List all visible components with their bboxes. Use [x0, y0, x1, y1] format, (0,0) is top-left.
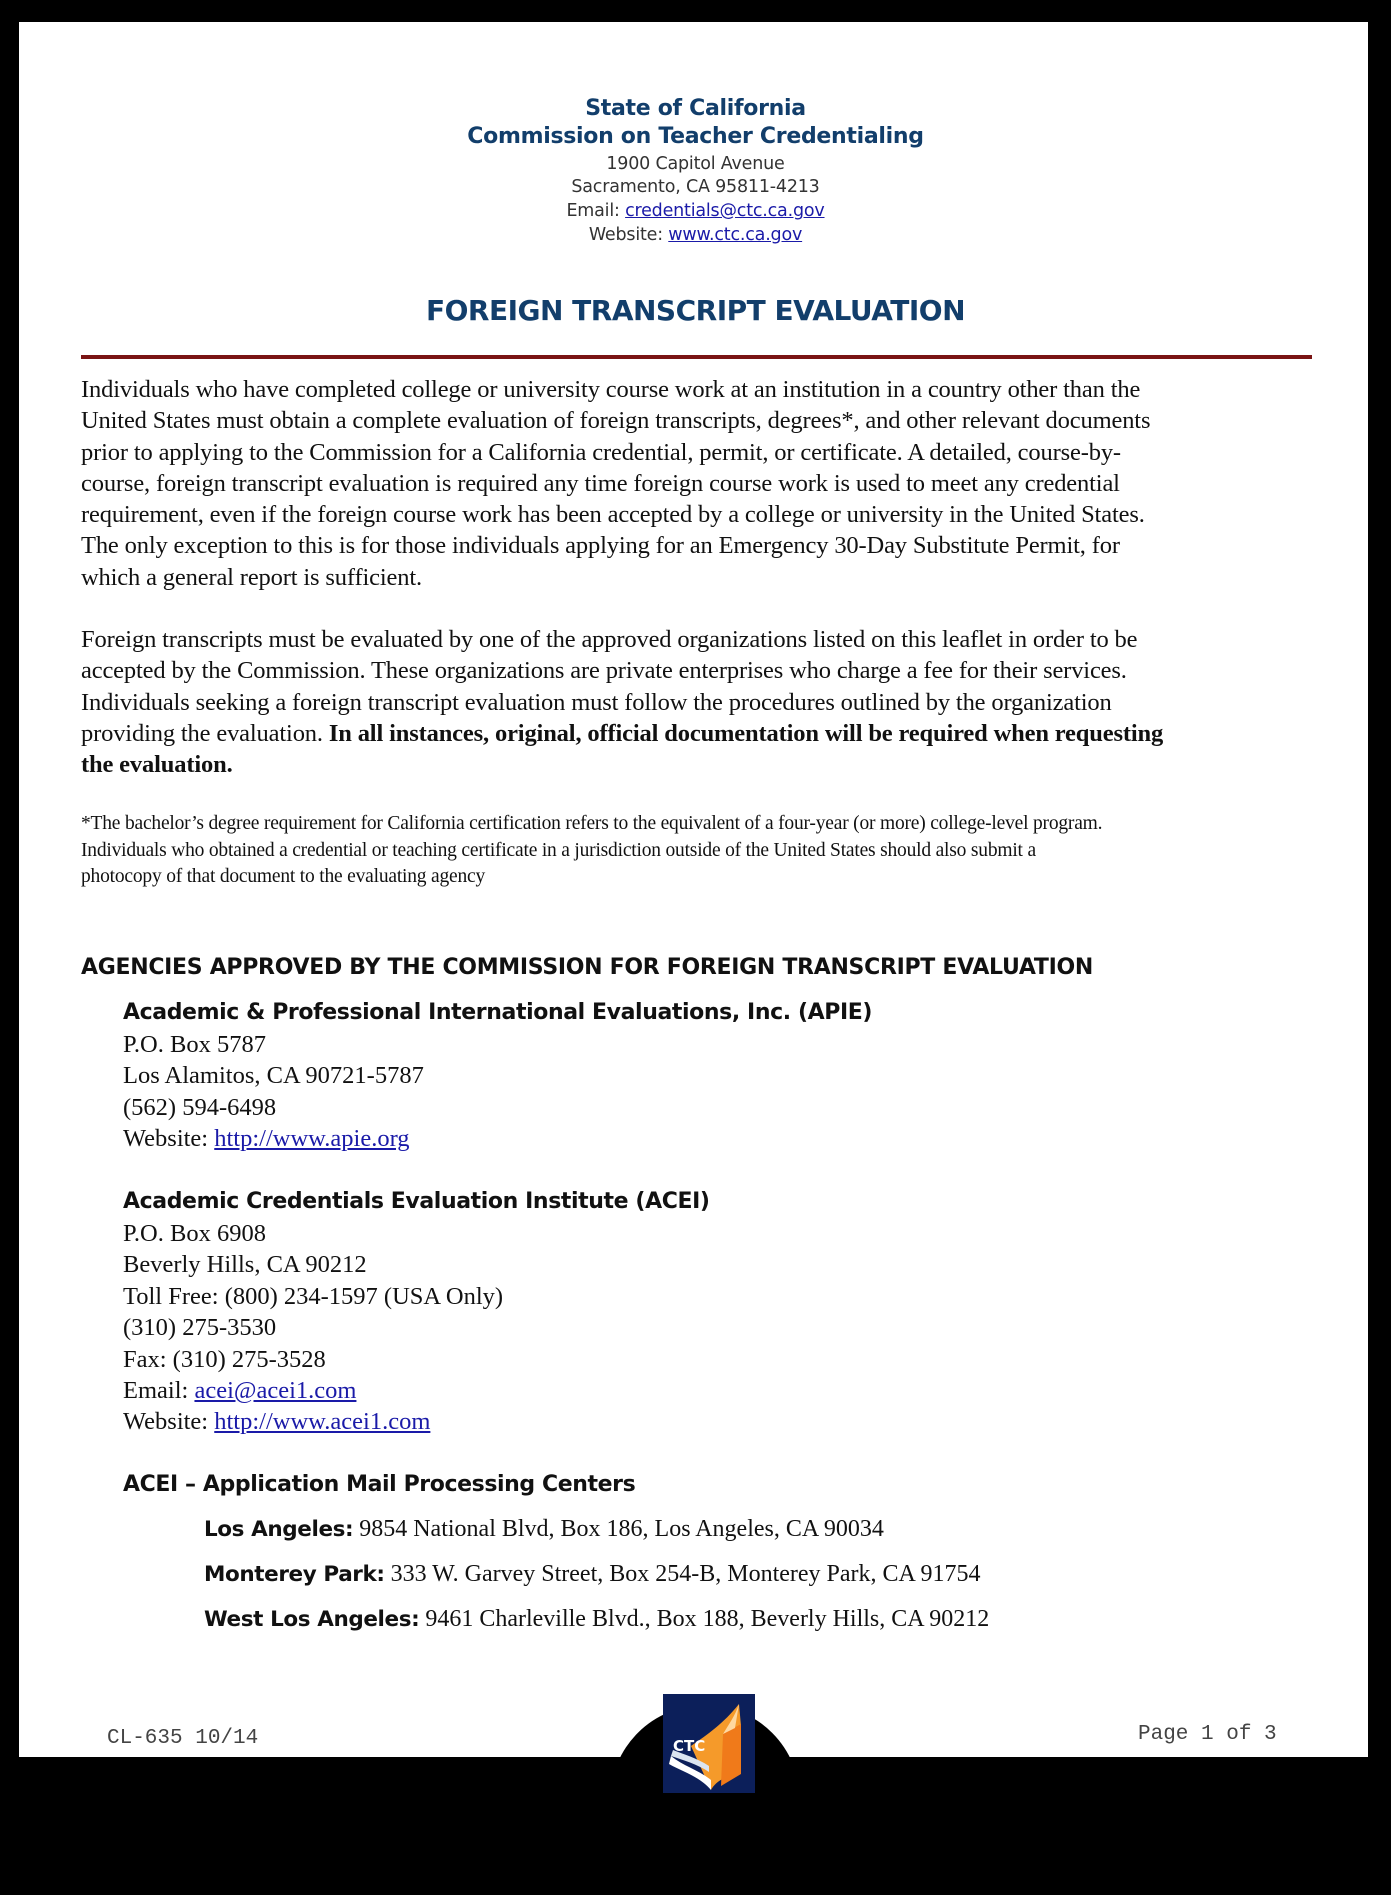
footnote-line: *The bachelor’s degree requirement for California certification refers to the equivalent of a four-year (or more) college-level program.: [81, 813, 1103, 834]
agency-email-link-acei[interactable]: acei@acei1.com: [194, 1376, 357, 1404]
procedure-line: Individuals seeking a foreign transcript evaluation must follow the procedures outlined by the organization: [81, 688, 1112, 716]
mail-center-west-los-angeles: [204, 1606, 989, 1633]
title-divider: [81, 355, 1312, 359]
mail-center-label: Monterey Park:: [204, 1562, 385, 1587]
procedure-text: providing the evaluation.: [81, 719, 329, 747]
footnote: [81, 811, 1102, 891]
agency-phone: Toll Free: (800) 234-1597 (USA Only): [123, 1282, 504, 1310]
procedure-line: [81, 718, 1163, 749]
header-website-label: Website:: [588, 225, 669, 245]
agency-phone: (310) 275-3530: [123, 1314, 277, 1342]
procedure-emphasis-end: the evaluation.: [81, 751, 233, 779]
header-website-line: [0, 225, 1391, 245]
agency-email-label: Email:: [123, 1376, 195, 1404]
agency-address-line: P.O. Box 6908: [123, 1220, 266, 1247]
header-address: 1900 Capitol Avenue: [606, 154, 785, 174]
mail-center-address: 333 W. Garvey Street, Box 254-B, Monterey Park, CA 91754: [384, 1561, 981, 1587]
logo-text: CTC: [673, 1737, 706, 1755]
intro-line: course, foreign transcript evaluation is required any time foreign course work is used to meet any credential: [81, 469, 1120, 497]
ctc-logo: [663, 1694, 755, 1793]
header-email-label: Email:: [566, 201, 626, 221]
agency-details-acei: [123, 1218, 503, 1438]
footnote-line: photocopy of that document to the evaluating agency: [81, 866, 486, 887]
procedure-paragraph: [81, 624, 1163, 780]
intro-line: requirement, even if the foreign course work has been accepted by a college or university in the United States.: [81, 501, 1145, 529]
agency-website-label: Website:: [123, 1125, 215, 1153]
intro-line: prior to applying to the Commission for a California credential, permit, or certificate. A detailed, course-by-: [81, 438, 1121, 466]
agency-website-link-apie[interactable]: http://www.apie.org: [214, 1125, 410, 1153]
mail-center-address: 9461 Charleville Blvd., Box 188, Beverly Hills, CA 90212: [419, 1606, 990, 1632]
agency-details-apie: [123, 1029, 424, 1155]
agency-website-line: [123, 1123, 424, 1154]
header-website-link[interactable]: www.ctc.ca.gov: [668, 225, 803, 245]
header-city: Sacramento, CA 95811-4213: [571, 177, 820, 197]
intro-paragraph: [81, 374, 1150, 593]
agency-website-link-acei[interactable]: http://www.acei1.com: [214, 1408, 431, 1436]
header-email-line: [0, 201, 1391, 221]
page-title: FOREIGN TRANSCRIPT EVALUATION: [425, 294, 966, 327]
mail-center-los-angeles: [204, 1516, 884, 1543]
header-state: State of California: [585, 96, 806, 121]
mail-center-label: West Los Angeles:: [204, 1607, 420, 1632]
intro-line: United States must obtain a complete evaluation of foreign transcripts, degrees*, and other relevant documents: [81, 407, 1151, 435]
procedure-emphasis: In all instances, original, official documentation will be required when requesting: [328, 719, 1164, 747]
procedure-line: [81, 749, 1163, 780]
agency-email-line: [123, 1375, 503, 1406]
intro-line: which a general report is sufficient.: [81, 563, 422, 591]
ctc-book-icon: [663, 1694, 755, 1793]
header-agency: Commission on Teacher Credentialing: [467, 124, 924, 149]
mail-centers-heading: ACEI – Application Mail Processing Centers: [123, 1472, 636, 1497]
intro-line: Individuals who have completed college or university course work at an institution in a country other than the: [81, 376, 1141, 403]
agency-address-line: P.O. Box 5787: [123, 1031, 266, 1058]
agency-address-line: Los Alamitos, CA 90721-5787: [123, 1062, 424, 1090]
agency-website-line: [123, 1406, 503, 1437]
agency-phone: (562) 594-6498: [123, 1093, 277, 1121]
intro-line: The only exception to this is for those individuals applying for an Emergency 30-Day Substitute Permit, for: [81, 532, 1120, 560]
agency-website-label: Website:: [123, 1408, 215, 1436]
agencies-heading: AGENCIES APPROVED BY THE COMMISSION FOR FOREIGN TRANSCRIPT EVALUATION: [81, 955, 1094, 980]
header-email-link[interactable]: credentials@ctc.ca.gov: [625, 201, 825, 221]
mail-center-address: 9854 National Blvd, Box 186, Los Angeles, CA 90034: [353, 1516, 884, 1542]
footnote-line: Individuals who obtained a credential or teaching certificate in a jurisdiction outside of the United States should also submit a: [81, 839, 1036, 861]
mail-center-label: Los Angeles:: [204, 1517, 354, 1542]
mail-center-monterey-park: [204, 1561, 981, 1588]
procedure-line: accepted by the Commission. These organizations are private enterprises who charge a fee for their services.: [81, 657, 1127, 685]
agency-name-acei: Academic Credentials Evaluation Institute (ACEI): [123, 1189, 710, 1214]
agency-fax: Fax: (310) 275-3528: [123, 1345, 326, 1373]
agency-address-line: Beverly Hills, CA 90212: [123, 1251, 367, 1279]
agency-name-apie: Academic & Professional International Evaluations, Inc. (APIE): [123, 1000, 873, 1025]
procedure-line: Foreign transcripts must be evaluated by one of the approved organizations listed on this leaflet in order to be: [81, 626, 1138, 653]
form-code: CL-635 10/14: [107, 1727, 259, 1750]
page-number: Page 1 of 3: [1138, 1723, 1277, 1746]
